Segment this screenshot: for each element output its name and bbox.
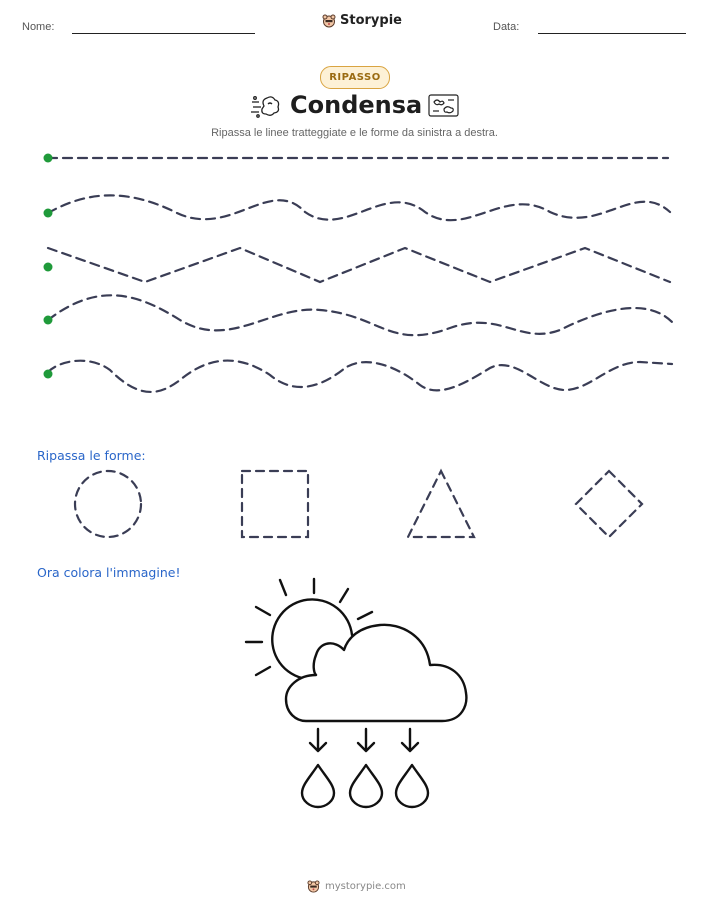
storypie-mascot-icon xyxy=(307,880,320,893)
name-line[interactable] xyxy=(72,33,255,34)
start-dot-2 xyxy=(44,209,53,218)
tracing-lines[interactable] xyxy=(0,140,709,400)
brand-logo xyxy=(322,13,402,28)
condensation-glass-icon xyxy=(428,94,460,118)
name-label: Nome: xyxy=(22,21,55,33)
start-dot-5 xyxy=(44,370,53,379)
trace-line-wave xyxy=(48,195,670,220)
sun-cloud-rain-coloring-image[interactable] xyxy=(240,575,480,815)
start-dot-1 xyxy=(44,154,53,163)
trace-shapes[interactable] xyxy=(0,466,709,546)
trace-diamond xyxy=(576,471,642,537)
color-section-label: Ora colora l'immagine! xyxy=(37,565,181,580)
trace-triangle xyxy=(408,471,474,537)
steam-icon xyxy=(250,92,282,120)
storypie-mascot-icon xyxy=(322,14,336,28)
date-label: Data: xyxy=(493,21,520,33)
trace-line-bumps xyxy=(48,361,672,392)
trace-square xyxy=(242,471,308,537)
shapes-section-label: Ripassa le forme: xyxy=(37,448,146,463)
footer-site-link[interactable]: mystorypie.com xyxy=(325,881,406,892)
arrow-down-icons xyxy=(310,729,418,751)
start-dot-3 xyxy=(44,263,53,272)
instructions-subtitle: Ripassa le linee tratteggiate e le forme da sinistra a destra. xyxy=(211,127,498,139)
page-title: Condensa xyxy=(290,91,423,119)
date-line[interactable] xyxy=(538,33,686,34)
trace-line-wave-2 xyxy=(48,295,672,335)
trace-line-zigzag xyxy=(48,248,670,282)
footer xyxy=(307,880,406,893)
rain-drop-icons xyxy=(302,765,428,807)
ripasso-badge: RIPASSO xyxy=(320,66,390,89)
start-dot-4 xyxy=(44,316,53,325)
trace-circle xyxy=(75,471,141,537)
brand-name: Storypie xyxy=(340,13,402,28)
